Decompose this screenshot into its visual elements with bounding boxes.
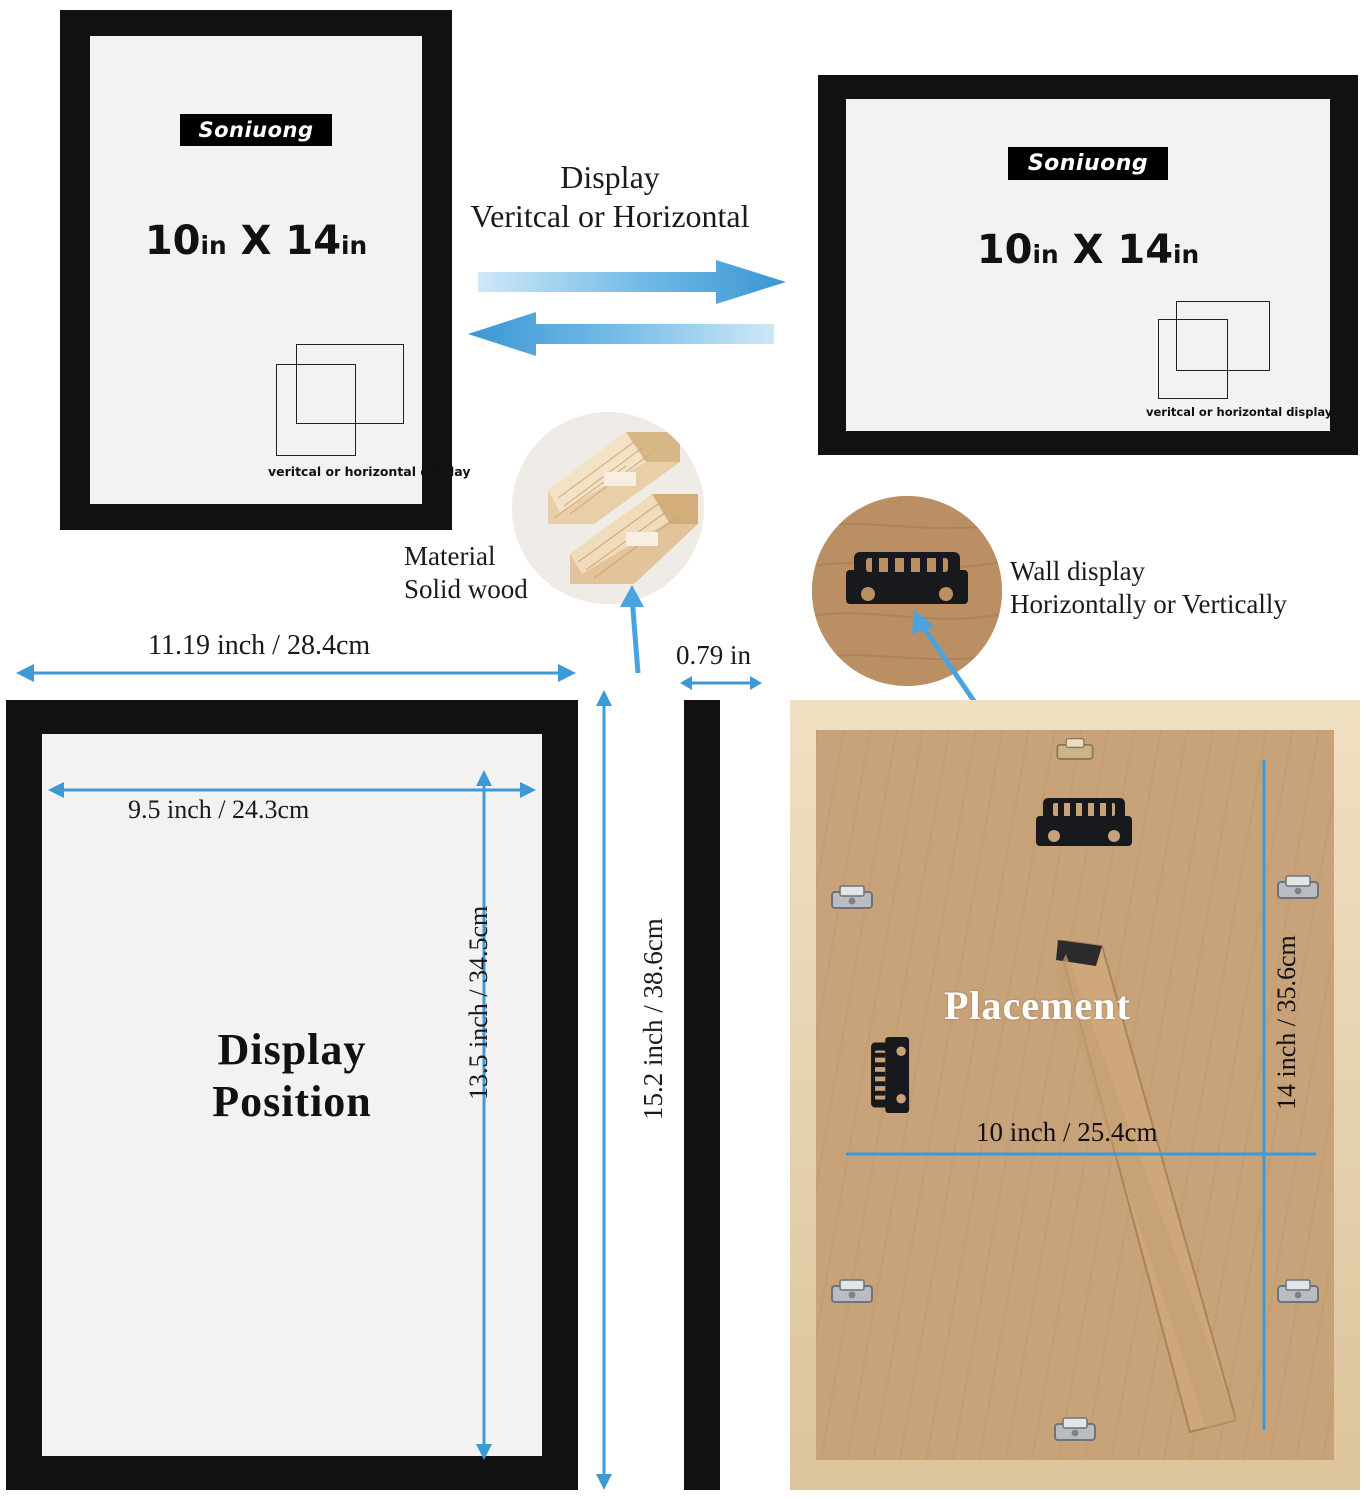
orientation-mark-vertical <box>276 344 406 454</box>
outer-height-label: 15.2 inch / 38.6cm <box>638 918 668 1120</box>
back-width-label: 10 inch / 25.4cm <box>976 1117 1158 1147</box>
inner-height-dimension-arrow <box>472 770 496 1460</box>
material-label-line2: Solid wood <box>404 573 528 604</box>
size-unit-b: in <box>1173 240 1200 269</box>
frame-horizontal-mat <box>846 99 1333 431</box>
wall-display-line1: Wall display <box>1010 556 1146 586</box>
material-photo-inset <box>512 412 704 604</box>
outer-width-dimension-arrow <box>16 660 576 686</box>
inner-width-label: 9.5 inch / 24.3cm <box>128 795 310 824</box>
thickness-dimension-arrow <box>680 672 762 694</box>
frame-vertical-front <box>60 10 471 530</box>
size-label-horizontal <box>846 227 1330 273</box>
frame-horizontal-front <box>818 75 1358 455</box>
size-number-b: 14 <box>285 218 342 264</box>
size-unit-a: in <box>1032 240 1059 269</box>
size-separator: X <box>240 218 272 264</box>
brand-logo: Soniuong <box>180 114 332 146</box>
size-separator: X <box>1072 227 1104 273</box>
size-number-b: 14 <box>1117 227 1174 273</box>
thickness-label: 0.79 in <box>676 640 752 670</box>
arrow-left-icon <box>466 310 776 358</box>
display-position-line2: Position <box>212 1076 372 1126</box>
outer-width-label: 11.19 inch / 28.4cm <box>148 630 371 661</box>
inner-height-label: 13.5 inch / 34.5cm <box>464 905 493 1100</box>
size-label-vertical <box>90 218 422 264</box>
arrow-right-icon <box>478 258 788 306</box>
orientation-caption-vertical: veritcal or horizontal display <box>268 464 471 479</box>
back-dimension-lines <box>816 730 1334 1460</box>
orientation-caption-horizontal: veritcal or horizontal display <box>1146 405 1333 419</box>
size-unit-b: in <box>341 231 368 260</box>
outer-height-dimension-arrow <box>592 690 616 1490</box>
frame-back-kraft <box>816 730 1334 1460</box>
placement-label: Placement <box>944 983 1131 1028</box>
wall-hanger-leader-line <box>890 600 1000 710</box>
display-header <box>420 158 800 236</box>
display-position-line1: Display <box>217 1025 367 1074</box>
size-number-a: 10 <box>144 218 201 264</box>
back-height-label: 14 inch / 35.6cm <box>1272 935 1301 1110</box>
display-header-line2: Veritcal or Horizontal <box>470 198 750 235</box>
display-header-line1: Display <box>560 159 660 195</box>
frame-vertical-mat <box>90 36 471 504</box>
size-unit-a: in <box>200 231 227 260</box>
wall-display-line2: Horizontally or Vertically <box>1010 588 1287 619</box>
orientation-square-overlap <box>296 344 404 424</box>
orientation-square-overlap <box>1176 301 1270 371</box>
brand-logo: Soniuong <box>1008 147 1168 180</box>
material-callout <box>404 540 528 606</box>
frame-edge-profile <box>684 700 720 1490</box>
size-number-a: 10 <box>976 227 1033 273</box>
orientation-mark-horizontal <box>1158 301 1270 397</box>
material-label-line1: Material <box>404 541 496 571</box>
wall-display-callout <box>1010 555 1287 621</box>
